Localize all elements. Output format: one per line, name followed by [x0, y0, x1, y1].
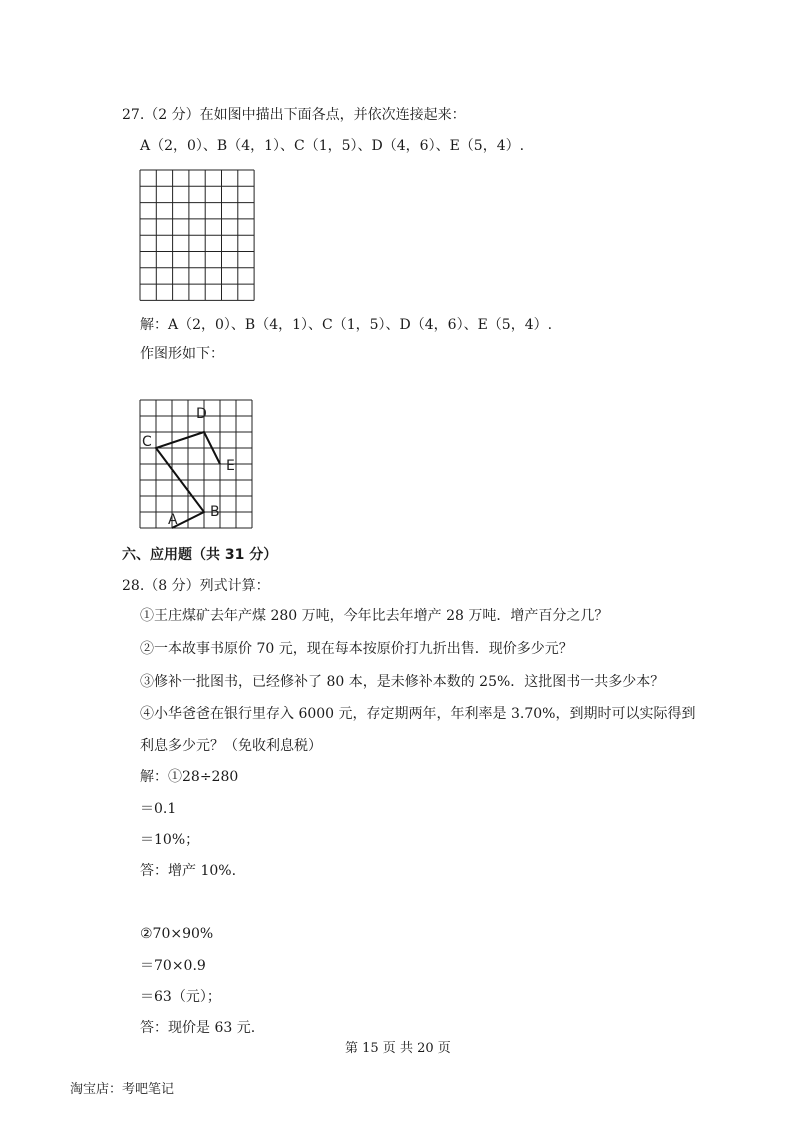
q28-sol1-line3: ＝10%；: [140, 832, 200, 848]
q28-sol2-line1: ②70×90%: [140, 926, 214, 942]
q28-sol1-line1: 解：①28÷280: [140, 769, 239, 785]
q28-sol2-line3: ＝63（元）；: [140, 989, 221, 1005]
q28-item-3: ③修补一批图书，已经修补了 80 本，是未修补本数的 25%．这批图书一共多少本？: [140, 674, 665, 690]
page-number: 第 15 页 共 20 页: [345, 1041, 451, 1056]
point-label-d: D: [196, 406, 207, 422]
q28-item-1: ①王庄煤矿去年产煤 280 万吨，今年比去年增产 28 万吨．增产百分之几？: [140, 608, 609, 624]
answer-figure: [140, 372, 255, 532]
q27-solution: 解：A（2，0）、B（4，1）、C（1，5）、D（4，6）、E（5，4）.: [140, 317, 553, 333]
shop-label: 淘宝店：考吧笔记: [70, 1082, 175, 1097]
q28-item-4-cont: 利息多少元？（免收利息税）: [140, 738, 322, 754]
q28-item-4: ④小华爸爸在银行里存入 6000 元，存定期两年，年利率是 3.70%，到期时可以实际得到: [140, 706, 696, 722]
point-label-c: C: [142, 434, 152, 450]
q27-heading: 27.（2 分）在如图中描出下面各点，并依次连接起来：: [122, 107, 466, 123]
section6-heading: 六、应用题（共 31 分）: [122, 547, 278, 563]
point-label-e: E: [226, 458, 235, 474]
q28-sol2-answer: 答：现价是 63 元.: [140, 1020, 256, 1036]
point-label-a: A: [168, 512, 178, 528]
q28-sol1-answer: 答：增产 10%.: [140, 863, 237, 879]
q27-figure-caption: 作图形如下：: [140, 346, 224, 362]
blank-coordinate-grid: [140, 170, 255, 302]
point-label-b: B: [210, 504, 220, 520]
q27-points-text: A（2，0）、B（4，1）、C（1，5）、D（4，6）、E（5，4）.: [140, 138, 525, 154]
q28-item-2: ②一本故事书原价 70 元，现在每本按原价打九折出售．现价多少元？: [140, 641, 573, 657]
q28-sol2-line2: ＝70×0.9: [140, 958, 206, 974]
q28-sol1-line2: ＝0.1: [140, 801, 177, 817]
q28-heading: 28.（8 分）列式计算：: [122, 578, 270, 594]
